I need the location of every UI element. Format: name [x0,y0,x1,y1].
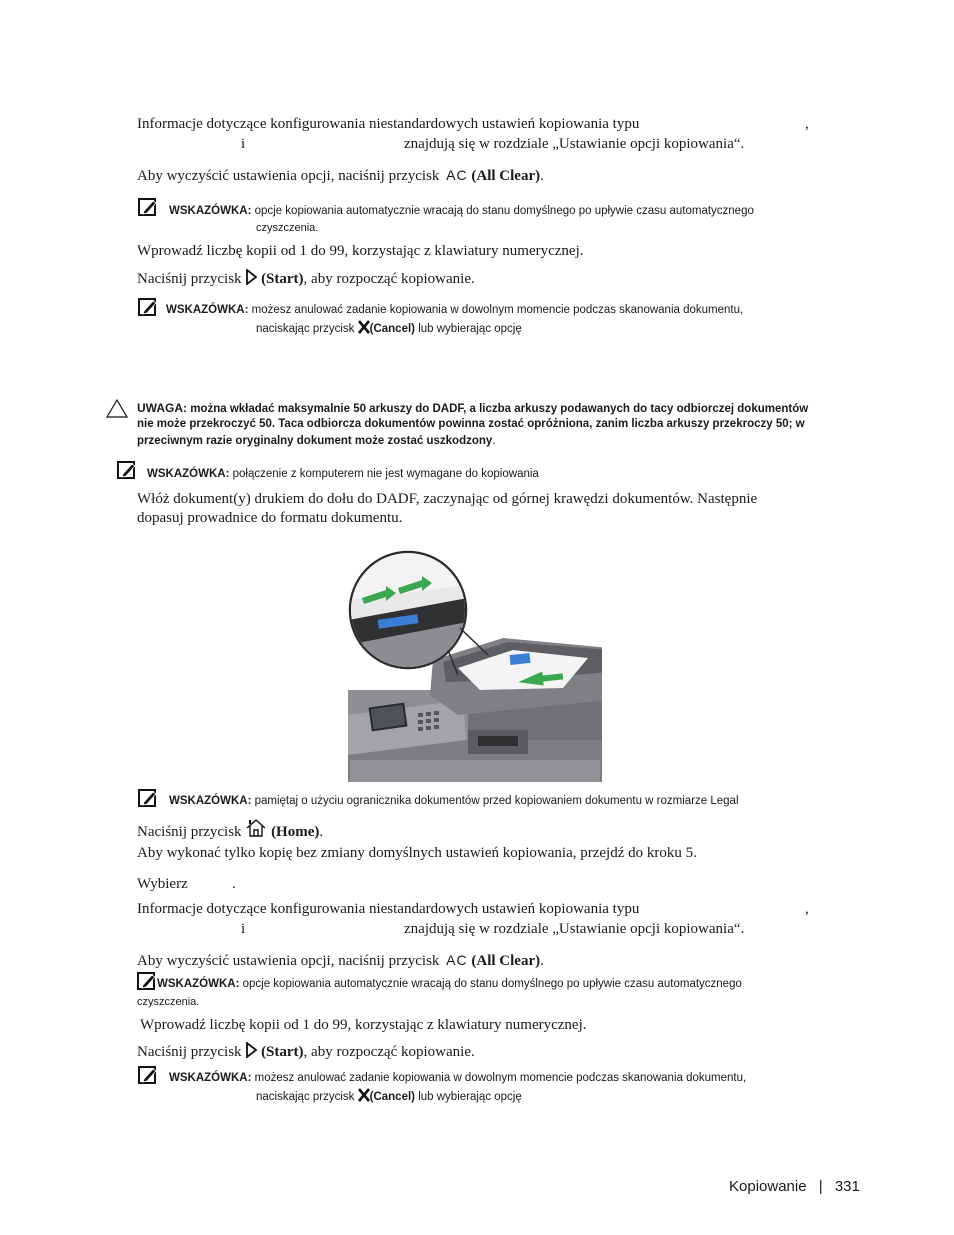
note-icon [117,461,137,479]
start-key: (Start) [261,1044,304,1060]
conjunction: i [241,921,246,937]
comma: , [805,116,809,132]
copies-instruction: Wprowadź liczbę kopii od 1 do 99, korzystając z klawiatury numerycznej. [140,1017,587,1033]
home-key: (Home) [271,824,320,840]
all-clear-icon: AC [446,167,468,183]
cancel-key: (Cancel) [369,323,415,335]
cancel-icon [358,1088,370,1102]
note-line: naciskając przycisk (Cancel) lub wybierając opcję [256,320,522,335]
warning-line: przeciwnym razie oryginalny dokument może zostać uszkodzony. [137,435,496,447]
all-clear-key: (All Clear) [471,953,541,969]
start-instruction: Naciśnij przycisk (Start), aby rozpocząć kopiowanie. [137,1044,475,1060]
conjunction: i [241,136,246,152]
note-text: czyszczenia. [256,222,319,234]
note-line [147,468,539,480]
all-clear-icon: AC [446,952,468,968]
note-line [169,205,754,217]
info-text-line: znajdują się w rozdziale „Ustawianie opcji kopiowania“. [404,136,745,152]
note-line [166,304,743,316]
note-text: opcje kopiowania automatycznie wracają do stanu domyślnego po upływie czasu automatycznego [254,205,754,217]
start-icon [245,1042,257,1058]
note-icon [138,198,158,216]
note-icon [137,972,157,990]
copies-instruction: Wprowadź liczbę kopii od 1 do 99, korzystając z klawiatury numerycznej. [137,243,584,259]
warning-label: UWAGA: [137,401,187,415]
info-text-line: Informacje dotyczące konfigurowania niestandardowych ustawień kopiowania typu [137,901,640,917]
note-text: połączenie z komputerem nie jest wymagane do kopiowania [232,468,539,480]
note-text: opcje kopiowania automatycznie wracają do stanu domyślnego po upływie czasu automatycznego [242,978,742,990]
clear-instruction: Aby wyczyścić ustawienia opcji, naciśnij przycisk AC (All Clear). [137,952,544,969]
note-text: możesz anulować zadanie kopiowania w dowolnym momencie podczas skanowania dokumentu, [254,1072,747,1084]
note-icon [138,789,158,807]
note-line [169,795,739,807]
load-instruction: Włóż dokument(y) drukiem do dołu do DADF, zaczynając od górnej krawędzi dokumentów. Następnie [137,491,758,507]
select-instruction: Wybierz [137,876,188,892]
page-number: 331 [834,1178,860,1195]
note-text: pamiętaj o użyciu ogranicznika dokumentów przed kopiowaniem dokumentu w rozmiarze Legal [254,795,739,807]
load-instruction: dopasuj prowadnice do formatu dokumentu. [137,510,403,526]
note-label: WSKAZÓWKA: [166,304,249,316]
info-text-line: znajdują się w rozdziale „Ustawianie opcji kopiowania“. [404,921,745,937]
note-label: WSKAZÓWKA: [169,795,252,807]
note-text: możesz anulować zadanie kopiowania w dowolnym momencie podczas skanowania dokumentu, [251,304,744,316]
cancel-icon [358,320,370,334]
note-text: czyszczenia. [137,996,200,1008]
all-clear-key: (All Clear) [471,168,541,184]
note-line: naciskając przycisk (Cancel) lub wybierając opcję [256,1088,522,1103]
info-text-line: Informacje dotyczące konfigurowania niestandardowych ustawień kopiowania typu [137,116,640,132]
note-label: WSKAZÓWKA: [169,1072,252,1084]
clear-instruction: Aby wyczyścić ustawienia opcji, naciśnij przycisk AC (All Clear). [137,167,544,184]
default-copy-instruction: Aby wykonać tylko kopię bez zmiany domyślnych ustawień kopiowania, przejdź do kroku 5. [137,845,697,861]
home-icon [245,818,267,838]
page-footer [729,1178,860,1195]
footer-section: Kopiowanie [729,1178,807,1195]
comma: , [805,901,809,917]
warning-line: UWAGA: można wkładać maksymalnie 50 arkuszy do DADF, a liczba arkuszy podawanych do tacy odbiorczej dokumentów [137,401,809,415]
period: . [232,876,236,892]
printer-dadf-illustration [348,550,602,782]
note-label: WSKAZÓWKA: [169,205,252,217]
warning-icon [106,398,128,418]
start-icon [245,269,257,285]
start-key: (Start) [261,271,304,287]
note-line [169,1072,746,1084]
note-label: WSKAZÓWKA: [157,978,240,990]
warning-line: nie może przekroczyć 50. Taca odbiorcza dokumentów powinna zostać opróżniona, zanim liczba arkuszy przekroczy 50; w [137,418,805,430]
start-instruction: Naciśnij przycisk (Start), aby rozpocząć kopiowanie. [137,271,475,287]
note-icon [138,298,158,316]
note-line [157,978,742,990]
cancel-key: (Cancel) [369,1091,415,1103]
footer-separator: | [818,1178,823,1195]
note-icon [138,1066,158,1084]
home-instruction: Naciśnij przycisk (Home). [137,818,323,841]
clear-instruction-text: Aby wyczyścić ustawienia opcji, naciśnij przycisk [137,168,440,184]
note-label: WSKAZÓWKA: [147,468,230,480]
